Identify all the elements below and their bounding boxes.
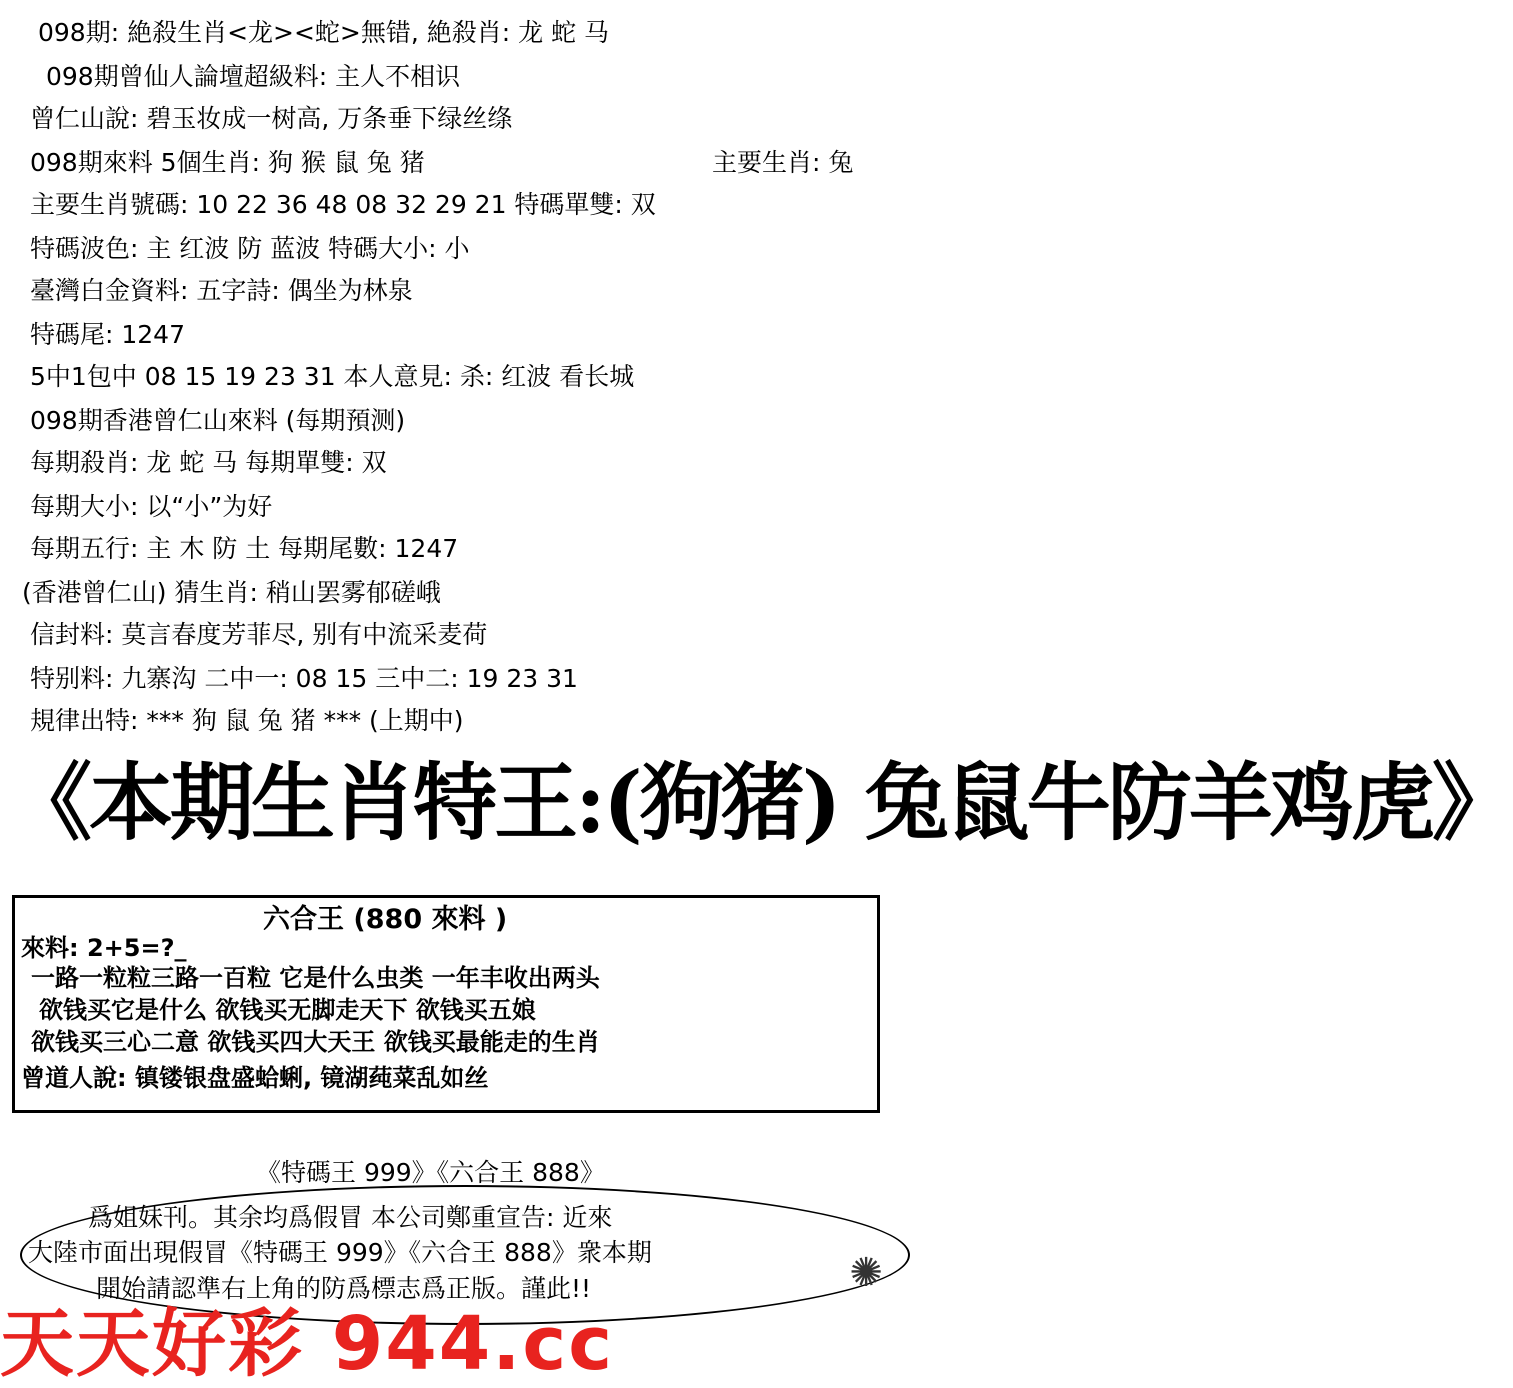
line-14: (香港曾仁山) 猜生肖: 稍山罢雾郁磋峨: [22, 578, 441, 607]
watermark: 天天好彩 944.cc: [0, 1301, 615, 1387]
line-4: 098期來料 5個生肖: 狗 猴 鼠 兔 猪: [30, 148, 425, 177]
box-line-1: 來料: 2+5=?_: [21, 934, 187, 962]
line-11: 每期殺肖: 龙 蛇 马 每期單雙: 双: [30, 448, 387, 477]
line-3: 曾仁山說: 碧玉妆成一树高, 万条垂下绿丝绦: [30, 104, 513, 133]
line-2: 098期曾仙人論壇超級料: 主人不相识: [46, 62, 461, 91]
stamp-icon: ✺: [849, 1250, 883, 1296]
line-16: 特别料: 九寨沟 二中一: 08 15 三中二: 19 23 31: [30, 664, 578, 693]
line-8: 特碼尾: 1247: [30, 320, 185, 349]
line-9: 5中1包中 08 15 19 23 31 本人意見: 杀: 红波 看长城: [30, 362, 635, 391]
line-10: 098期香港曾仁山來料 (每期預测): [30, 406, 406, 435]
liuhewang-box: [12, 895, 880, 1113]
line-17: 規律出特: *** 狗 鼠 兔 猪 *** (上期中): [30, 706, 464, 735]
box-line-5: 曾道人說: 镇镂银盘盛蛤蜊, 镜湖莼菜乱如丝: [21, 1064, 489, 1092]
line-5: 主要生肖號碼: 10 22 36 48 08 32 29 21 特碼單雙: 双: [30, 190, 656, 219]
line-4-right: 主要生肖: 兔: [712, 148, 854, 177]
notice-line-2: 大陸市面出現假冒《特碼王 999》《六合王 888》衆本期: [28, 1238, 652, 1267]
line-1: 098期: 絶殺生肖<龙><蛇>無错, 絶殺肖: 龙 蛇 马: [38, 18, 610, 47]
box-line-4: 欲钱买三心二意 欲钱买四大天王 欲钱买最能走的生肖: [31, 1028, 600, 1056]
notice-title: 《特碼王 999》《六合王 888》: [256, 1158, 605, 1187]
line-6: 特碼波色: 主 红波 防 蓝波 特碼大小: 小: [30, 234, 470, 263]
notice-line-1: 爲姐妹刊。其余均爲假冒 本公司鄭重宣告: 近來: [88, 1203, 613, 1232]
box-title: 六合王 (880 來料 ): [263, 904, 508, 935]
line-12: 每期大小: 以“小”为好: [30, 492, 273, 521]
box-line-3: 欲钱买它是什么 欲钱买无脚走天下 欲钱买五娘: [39, 996, 536, 1024]
line-13: 每期五行: 主 木 防 土 每期尾數: 1247: [30, 534, 459, 563]
notice-line-3: 開始請認準右上角的防爲標志爲正版。謹此!!: [96, 1274, 592, 1303]
headline: 《本期生肖特王:(狗猪) 兔鼠牛防羊鸡虎》: [8, 753, 1513, 852]
box-line-2: 一路一粒粒三路一百粒 它是什么虫类 一年丰收出两头: [31, 964, 600, 992]
line-7: 臺灣白金資料: 五字詩: 偶坐为林泉: [30, 276, 413, 305]
line-15: 信封料: 莫言春度芳菲尽, 别有中流采麦荷: [30, 620, 488, 649]
